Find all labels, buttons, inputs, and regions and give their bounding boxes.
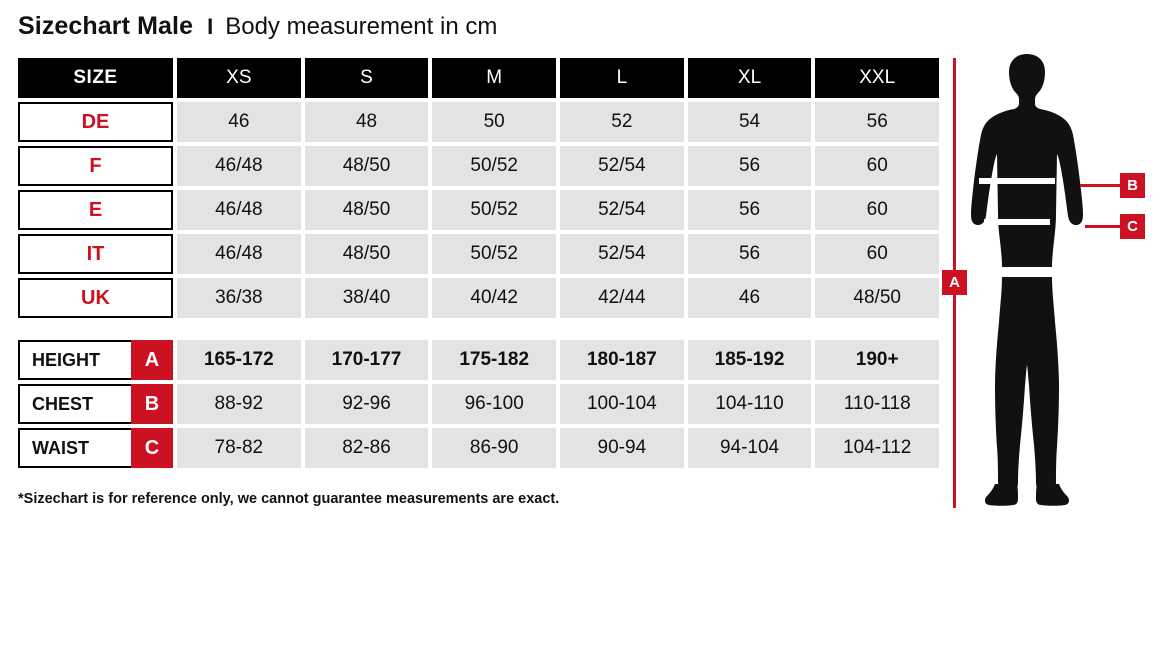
header-size-label: SIZE	[18, 58, 173, 98]
marker-badge-b: B	[131, 384, 173, 424]
cell-f-l: 52/54	[560, 146, 684, 186]
figure-marker-a: A	[942, 270, 967, 295]
table-header-row	[18, 58, 939, 98]
row-label-waist	[18, 428, 173, 468]
cell-chest-s: 92-96	[305, 384, 429, 424]
section-spacer	[18, 322, 939, 340]
table-row	[18, 190, 939, 230]
cell-height-xxl: 190+	[815, 340, 939, 380]
table-row	[18, 384, 939, 424]
male-body-silhouette	[962, 52, 1092, 507]
cell-it-xl: 56	[688, 234, 812, 274]
cell-e-l: 52/54	[560, 190, 684, 230]
cell-chest-l: 100-104	[560, 384, 684, 424]
header-size-xs: XS	[177, 58, 301, 98]
waist-leader-line	[1085, 225, 1122, 228]
cell-height-xl: 185-192	[688, 340, 812, 380]
cell-waist-xs: 78-82	[177, 428, 301, 468]
cell-height-xs: 165-172	[177, 340, 301, 380]
cell-chest-m: 96-100	[432, 384, 556, 424]
cell-it-m: 50/52	[432, 234, 556, 274]
cell-chest-xxl: 110-118	[815, 384, 939, 424]
cell-waist-l: 90-94	[560, 428, 684, 468]
cell-f-s: 48/50	[305, 146, 429, 186]
header-size-l: L	[560, 58, 684, 98]
header-size-m: M	[432, 58, 556, 98]
cell-waist-xl: 94-104	[688, 428, 812, 468]
row-label-chest	[18, 384, 173, 424]
cell-uk-m: 40/42	[432, 278, 556, 318]
cell-height-m: 175-182	[432, 340, 556, 380]
table-row	[18, 102, 939, 142]
table-row	[18, 340, 939, 380]
sizechart-table	[18, 58, 939, 472]
header-size-s: S	[305, 58, 429, 98]
cell-de-s: 48	[305, 102, 429, 142]
cell-e-xl: 56	[688, 190, 812, 230]
row-label-de: DE	[18, 102, 173, 142]
cell-it-xs: 46/48	[177, 234, 301, 274]
row-label-e: E	[18, 190, 173, 230]
cell-uk-l: 42/44	[560, 278, 684, 318]
cell-f-m: 50/52	[432, 146, 556, 186]
cell-de-m: 50	[432, 102, 556, 142]
cell-e-xxl: 60	[815, 190, 939, 230]
row-label-height-text: HEIGHT	[18, 340, 131, 380]
figure-marker-c: C	[1120, 214, 1145, 239]
cell-waist-s: 82-86	[305, 428, 429, 468]
cell-waist-xxl: 104-112	[815, 428, 939, 468]
cell-uk-s: 38/40	[305, 278, 429, 318]
row-label-f: F	[18, 146, 173, 186]
title-separator: I	[207, 14, 214, 39]
table-row	[18, 428, 939, 468]
chest-measure-band	[979, 178, 1055, 184]
table-row	[18, 146, 939, 186]
cell-e-s: 48/50	[305, 190, 429, 230]
row-label-chest-text: CHEST	[18, 384, 131, 424]
table-row	[18, 278, 939, 318]
row-label-it: IT	[18, 234, 173, 274]
cell-uk-xxl: 48/50	[815, 278, 939, 318]
cell-f-xxl: 60	[815, 146, 939, 186]
header-size-xxl: XXL	[815, 58, 939, 98]
row-label-waist-text: WAIST	[18, 428, 131, 468]
cell-de-l: 52	[560, 102, 684, 142]
cell-de-xl: 54	[688, 102, 812, 142]
body-figure	[940, 52, 1155, 512]
cell-it-s: 48/50	[305, 234, 429, 274]
figure-marker-b: B	[1120, 173, 1145, 198]
table-row	[18, 234, 939, 274]
cell-chest-xl: 104-110	[688, 384, 812, 424]
footnote: *Sizechart is for reference only, we cannot guarantee measurements are exact.	[18, 491, 560, 507]
title-main: Sizechart Male	[18, 12, 194, 40]
marker-badge-a: A	[131, 340, 173, 380]
header-size-xl: XL	[688, 58, 812, 98]
waist-measure-band	[984, 219, 1050, 225]
cell-de-xs: 46	[177, 102, 301, 142]
row-label-height	[18, 340, 173, 380]
cell-height-l: 180-187	[560, 340, 684, 380]
cell-height-s: 170-177	[305, 340, 429, 380]
cell-it-xxl: 60	[815, 234, 939, 274]
cell-waist-m: 86-90	[432, 428, 556, 468]
marker-badge-c: C	[131, 428, 173, 468]
cell-e-m: 50/52	[432, 190, 556, 230]
cell-it-l: 52/54	[560, 234, 684, 274]
row-label-uk: UK	[18, 278, 173, 318]
cell-e-xs: 46/48	[177, 190, 301, 230]
cell-f-xl: 56	[688, 146, 812, 186]
cell-uk-xl: 46	[688, 278, 812, 318]
cell-f-xs: 46/48	[177, 146, 301, 186]
cell-chest-xs: 88-92	[177, 384, 301, 424]
title-subtitle: Body measurement in cm	[225, 13, 498, 40]
cell-uk-xs: 36/38	[177, 278, 301, 318]
page-title	[18, 12, 497, 41]
chest-leader-line	[1080, 184, 1122, 187]
cell-de-xxl: 56	[815, 102, 939, 142]
